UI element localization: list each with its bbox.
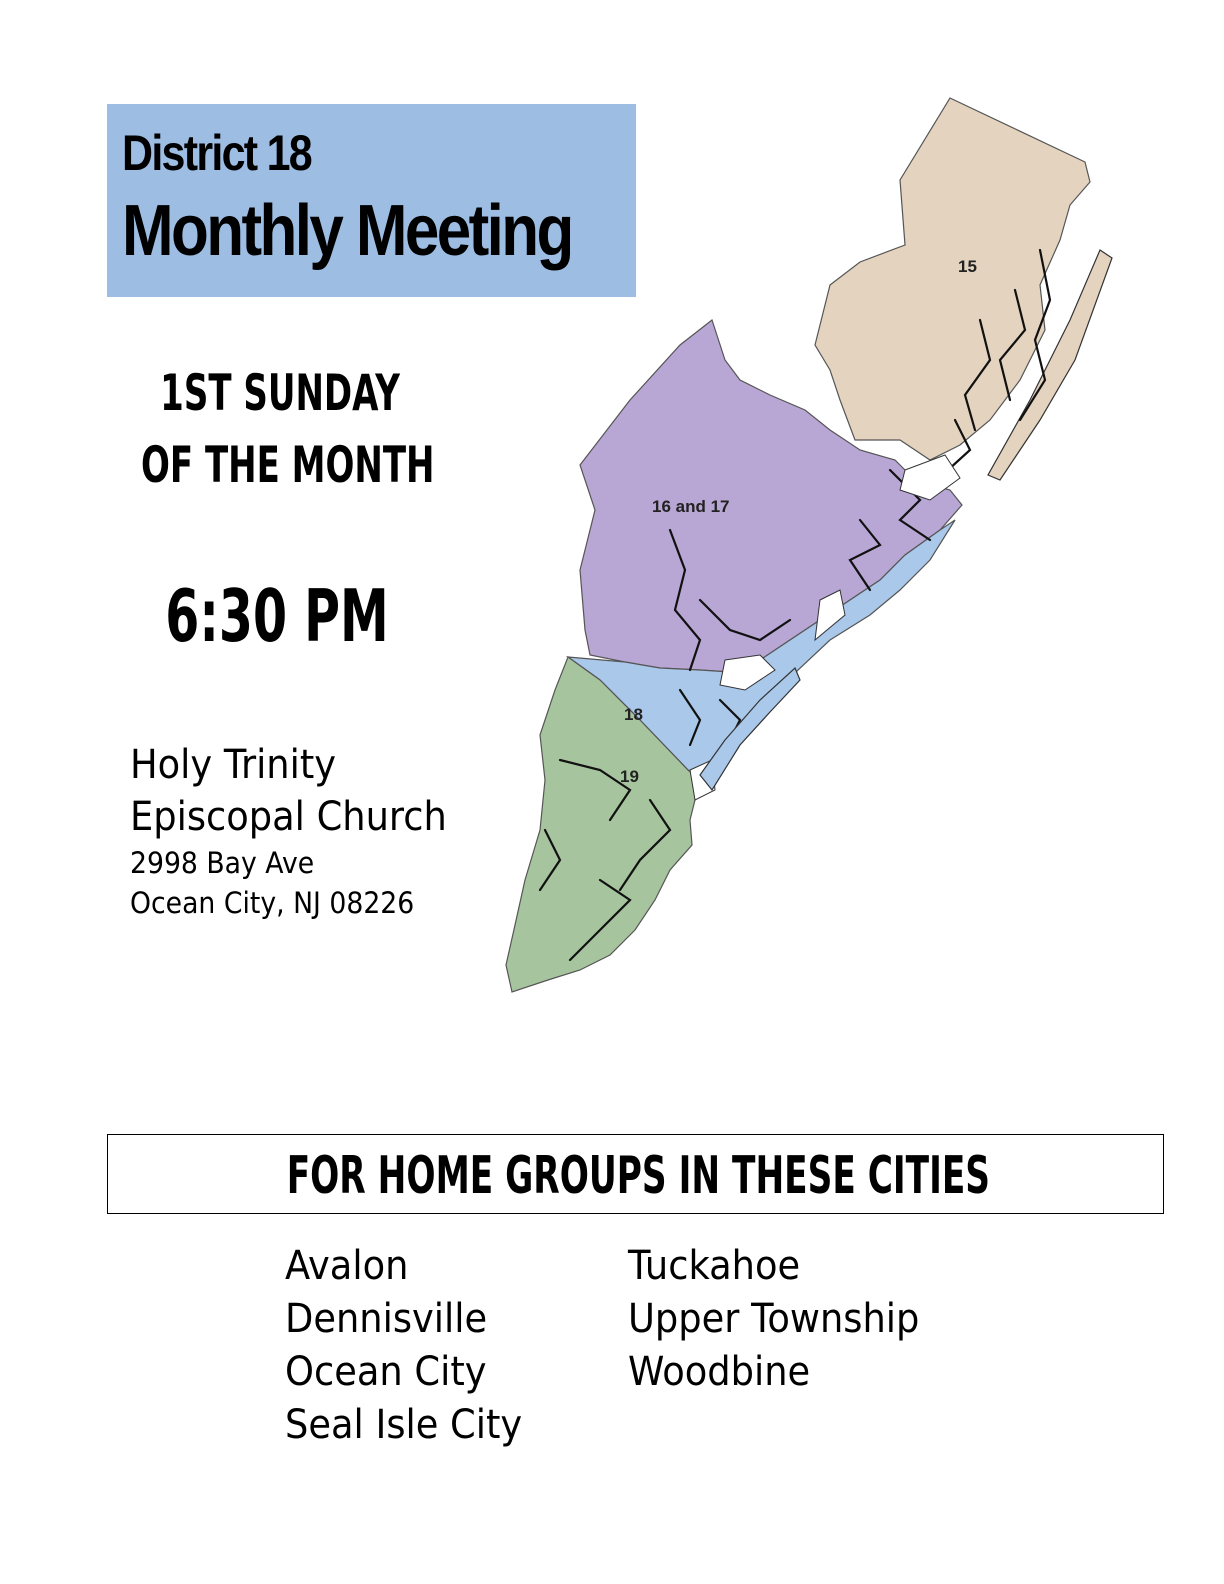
city-item: Ocean City: [285, 1349, 487, 1395]
label-15: 15: [958, 257, 977, 276]
city-item: Dennisville: [285, 1296, 488, 1342]
city-item: Tuckahoe: [628, 1243, 801, 1289]
venue-city: Ocean City, NJ 08226: [130, 886, 415, 920]
meeting-title: Monthly Meeting: [122, 191, 572, 271]
district-title: District 18: [122, 125, 312, 181]
meeting-day-line1: 1ST SUNDAY: [160, 364, 400, 422]
cities-left-column: [285, 1240, 543, 1452]
meeting-time: 6:30 PM: [165, 574, 389, 658]
label-19: 19: [620, 767, 639, 786]
label-16-and-17: 16 and 17: [652, 497, 730, 516]
venue-name-line2: Episcopal Church: [130, 794, 447, 840]
meeting-day-line2: OF THE MONTH: [141, 436, 435, 494]
district-map: [490, 90, 1130, 1010]
home-groups-heading: FOR HOME GROUPS IN THESE CITIES: [286, 1146, 991, 1206]
city-item: Upper Township: [628, 1296, 920, 1342]
label-18: 18: [624, 705, 643, 724]
city-item: Woodbine: [628, 1349, 811, 1395]
venue-name-line1: Holy Trinity: [130, 742, 337, 788]
venue-street: 2998 Bay Ave: [130, 846, 315, 880]
city-item: Seal Isle City: [285, 1402, 523, 1448]
cities-right-column: [628, 1240, 945, 1399]
city-item: Avalon: [285, 1243, 409, 1289]
